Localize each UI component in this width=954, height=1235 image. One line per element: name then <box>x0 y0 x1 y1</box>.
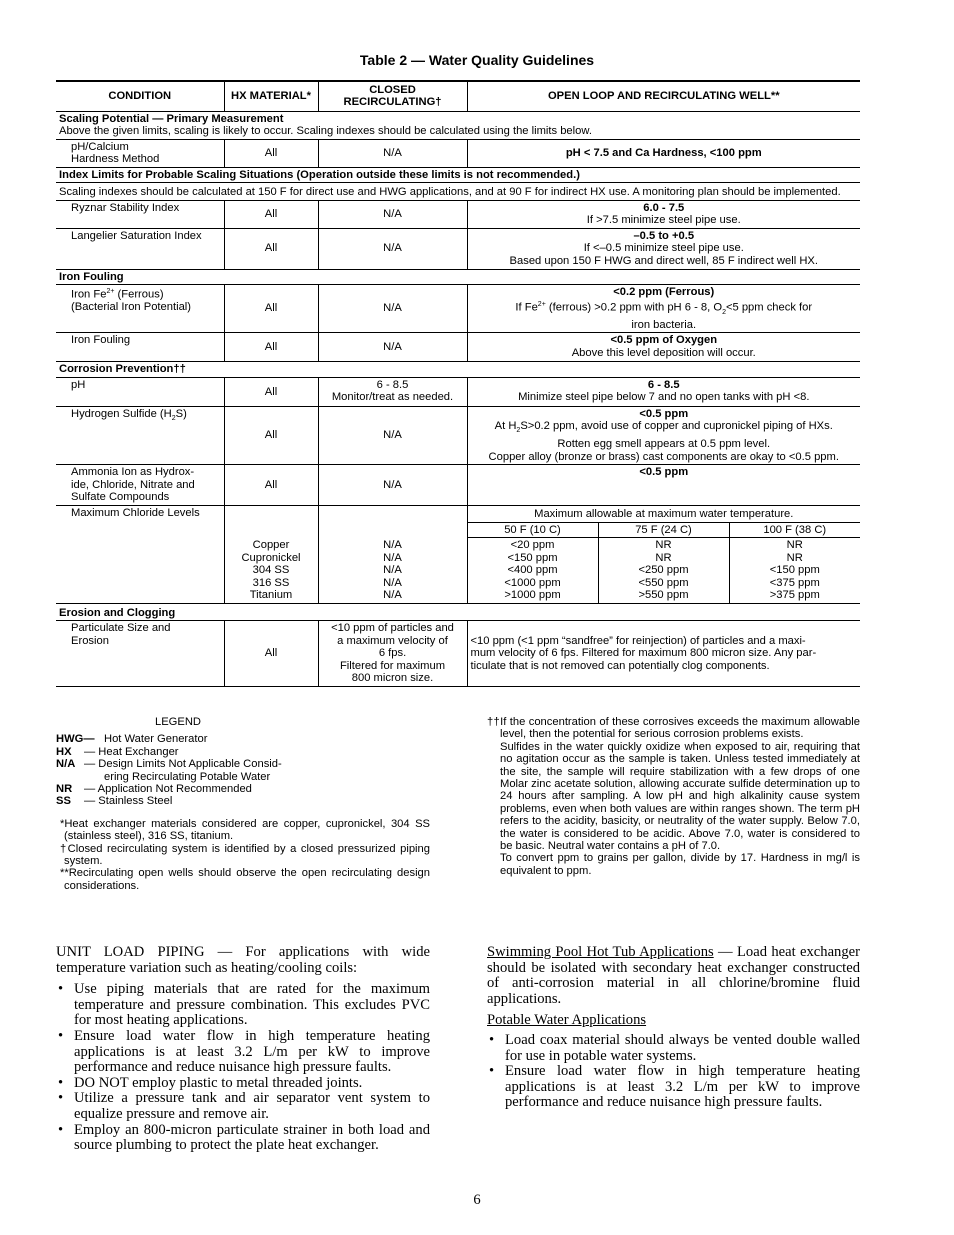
open-note <box>471 299 858 319</box>
condition-cell: Ryznar Stability Index <box>56 200 224 228</box>
condition-cell <box>56 139 224 167</box>
open-cell <box>467 333 860 362</box>
section-index-heading: Index Limits for Probable Scaling Situations (Operation outside these limits is not recommended.) <box>56 167 860 183</box>
closed-text: N/A <box>383 576 402 589</box>
section-scaling <box>56 111 860 139</box>
hx-materials-cell <box>224 506 318 604</box>
bullet-item: • Use piping materials that are rated for the maximum temperature and pressure combination. This excludes PVC for most heating applications. <box>56 982 430 1029</box>
condition-text: Particulate Size and <box>71 622 171 635</box>
condition-cell: pH <box>56 377 224 406</box>
subscript: 2 <box>516 427 521 435</box>
closed-text: <10 ppm of particles and <box>331 622 454 635</box>
legend-def: — Heat Exchanger <box>84 745 179 758</box>
open-note: Copper alloy (bronze or brass) cast components are okay to <0.5 ppm. <box>488 450 839 463</box>
temp-header: 75 F (24 C) <box>598 522 729 538</box>
chloride-value: <1000 ppm <box>504 576 561 589</box>
legend-item <box>56 771 430 783</box>
potable-bullets <box>487 1033 860 1111</box>
chloride-value: >550 ppm <box>638 589 689 602</box>
legend-def: — Design Limits Not Applicable Consid- <box>84 758 282 771</box>
hx-material: 304 SS <box>252 564 290 577</box>
open-text: S>0.2 ppm, avoid use of copper and cupronickel piping of HXs. <box>520 420 833 433</box>
open-text: mum velocity of 6 fps. Filtered for maximum 800 micron size. Any par- <box>470 647 817 660</box>
chloride-value: >375 ppm <box>769 589 820 602</box>
condition-cell <box>56 465 224 506</box>
legend-item <box>56 746 430 758</box>
condition-text: ide, Chloride, Nitrate and <box>71 478 195 491</box>
header-closed: CLOSED RECIRCULATING† <box>318 81 467 111</box>
open-cell <box>467 377 860 406</box>
bullet-item: • Ensure load water flow in high temperature heating applications is at least 3.2 L/m per kW to improve performance and reduce nuisance high pressure faults. <box>487 1064 860 1111</box>
water-quality-table <box>56 80 860 687</box>
condition-text: (Ferrous) <box>114 288 164 301</box>
legend-def: — Application Not Recommended <box>84 783 252 796</box>
open-text: If Fe <box>515 301 538 314</box>
header-hx-material: HX MATERIAL* <box>224 81 318 111</box>
open-note: iron bacteria. <box>631 318 697 331</box>
chloride-column <box>467 538 598 604</box>
condition-text: Erosion <box>71 634 109 647</box>
hx-material: Cupronickel <box>241 551 301 564</box>
closed-cell <box>318 377 467 406</box>
open-note: If >7.5 minimize steel pipe use. <box>586 214 741 226</box>
section-index-note: Scaling indexes should be calculated at 150 F for direct use and HWG applications, and at 90 F for indirect HX use. A monitoring plan should be implemented. <box>56 183 860 201</box>
closed-text: N/A <box>383 589 402 602</box>
bullet-item: • Load coax material should always be vented double walled for use in potable water systems. <box>487 1033 860 1064</box>
pool-paragraph <box>487 945 860 1007</box>
legend-item <box>56 758 430 770</box>
legend-abbr: HWG— <box>56 733 95 746</box>
condition-cell: Langelier Saturation Index <box>56 228 224 269</box>
legend-item <box>56 733 430 745</box>
superscript: 2+ <box>106 288 115 295</box>
closed-cell: N/A <box>318 200 467 228</box>
open-note <box>471 420 858 438</box>
legend-abbr: NR <box>56 783 73 796</box>
note-paragraph: To convert ppm to grains per gallon, divide by 17. Hardness in mg/l is equivalent to ppm. <box>500 852 860 877</box>
open-text: <5 ppm check for <box>725 301 813 314</box>
bullet-item: • DO NOT employ plastic to metal threaded joints. <box>56 1076 430 1092</box>
open-cell <box>467 285 860 333</box>
hx-material: 316 SS <box>252 576 290 589</box>
temp-header: 50 F (10 C) <box>467 522 598 538</box>
legend-abbr: N/A <box>56 758 76 771</box>
chloride-value: NR <box>786 539 803 552</box>
closed-text: Filtered for maximum <box>339 659 446 672</box>
open-cell <box>467 200 860 228</box>
open-cell <box>467 228 860 269</box>
footnote: *Heat exchanger materials considered are copper, cupronickel, 304 SS (stainless steel), 316 SS, titanium. <box>60 817 430 843</box>
section-corrosion-heading: Corrosion Prevention†† <box>56 362 860 378</box>
open-value: <0.2 ppm (Ferrous) <box>613 286 715 298</box>
page-number: 6 <box>473 1192 481 1208</box>
legend-item <box>56 795 430 807</box>
superscript: 2+ <box>537 300 546 308</box>
legend-heading: LEGEND <box>154 716 201 728</box>
chloride-value: <150 ppm <box>769 564 820 577</box>
open-value: 6.0 - 7.5 <box>643 201 685 214</box>
header-condition: CONDITION <box>56 81 224 111</box>
closed-cell: N/A <box>318 285 467 333</box>
chloride-caption: Maximum allowable at maximum water temperature. <box>467 506 860 523</box>
subscript: 2 <box>171 415 176 423</box>
chloride-value: NR <box>655 551 672 564</box>
table-title: Table 2 — Water Quality Guidelines <box>359 52 595 68</box>
hx-cell: All <box>224 406 318 464</box>
potable-heading: Potable Water Applications <box>487 1012 647 1029</box>
chloride-value: <550 ppm <box>638 576 689 589</box>
hx-cell: All <box>224 333 318 362</box>
subscript: 2 <box>722 308 726 316</box>
unit-load-piping-section <box>56 945 430 1154</box>
hx-cell: All <box>224 465 318 506</box>
condition-text: Ammonia Ion as Hydrox- <box>71 466 195 479</box>
closed-cell: N/A <box>318 406 467 464</box>
closed-text: 800 micron size. <box>351 672 434 685</box>
open-cell <box>467 621 860 687</box>
closed-cell <box>318 506 467 604</box>
open-value: –0.5 to +0.5 <box>633 229 695 242</box>
hx-cell: All <box>224 139 318 167</box>
condition-cell <box>56 406 224 464</box>
closed-text: N/A <box>383 564 402 577</box>
open-value: <0.5 ppm <box>639 407 689 420</box>
section-iron-heading: Iron Fouling <box>56 269 860 285</box>
footnote: **Recirculating open wells should observe the open recirculating design considerations. <box>60 867 430 892</box>
section-heading: Scaling Potential — Primary Measurement <box>59 112 284 125</box>
closed-cell <box>318 621 467 687</box>
closed-text: 6 - 8.5 <box>376 378 409 391</box>
open-cell: <0.5 ppm <box>467 465 860 506</box>
legend-abbr: SS <box>56 795 71 808</box>
header-open-loop: OPEN LOOP AND RECIRCULATING WELL** <box>467 81 860 111</box>
chloride-value: <375 ppm <box>769 576 820 589</box>
note-paragraph: ††If the concentration of these corrosives exceeds the maximum allowable level, then the potential for serious corrosion problems exists. <box>487 716 860 741</box>
condition-cell: Maximum Chloride Levels <box>56 506 224 604</box>
condition-cell <box>56 621 224 687</box>
hx-cell: All <box>224 200 318 228</box>
bullet-item: • Employ an 800-micron particulate strainer in both load and source plumbing to protect the plate heat exchanger. <box>56 1123 430 1154</box>
legend <box>56 716 430 892</box>
unit-load-intro: UNIT LOAD PIPING — For applications with wide temperature variation such as heating/cooling coils: <box>56 944 430 976</box>
legend-abbr: HX <box>56 745 72 758</box>
hx-cell: All <box>224 621 318 687</box>
condition-text: pH/Calcium <box>71 140 129 153</box>
open-cell: pH < 7.5 and Ca Hardness, <100 ppm <box>467 139 860 167</box>
closed-cell: N/A <box>318 333 467 362</box>
legend-footnotes <box>56 818 430 892</box>
legend-list <box>56 733 430 807</box>
legend-def: ering Recirculating Potable Water <box>104 770 271 783</box>
closed-cell: N/A <box>318 228 467 269</box>
open-value: <0.5 ppm of Oxygen <box>610 334 718 347</box>
bullet-item: • Utilize a pressure tank and air separator vent system to equalize pressure and remove air. <box>56 1091 430 1122</box>
chloride-column <box>729 538 860 604</box>
section-note: Above the given limits, scaling is likely to occur. Scaling indexes should be calculated using the limits below. <box>59 125 592 137</box>
open-note: Rotten egg smell appears at 0.5 ppm level. <box>557 438 771 451</box>
hx-cell: All <box>224 228 318 269</box>
condition-text: S) <box>175 407 187 420</box>
condition-text: (Bacterial Iron Potential) <box>71 301 192 314</box>
open-cell <box>467 406 860 464</box>
closed-text: Monitor/treat as needed. <box>331 391 454 404</box>
chloride-value: NR <box>786 551 803 564</box>
applications-section <box>487 945 860 1111</box>
open-text: At H <box>494 420 517 433</box>
condition-text: Hydrogen Sulfide (H <box>71 407 172 420</box>
chloride-value: >1000 ppm <box>504 589 561 602</box>
closed-text: N/A <box>383 539 402 552</box>
pool-heading: Swimming Pool Hot Tub Applications <box>487 944 714 960</box>
note-paragraph: Sulfides in the water quickly oxidize when exposed to air, requiring that no agitation occur as the sample is taken. Unless tested immediately at the site, the sample will require stabilization with a few drops of one Molar zinc acetate solution, allowing accurate sulfide determination up to 24 hours after sampling. A low pH and high alkalinity cause system problems, even when both values are within ranges shown. The term pH refers to the acidity, basicity, or neutrality of the water supply. Below 7.0, the water is considered to be acidic. Above 7.0, water is considered to be basic. Neutral water contains a pH of 7.0. <box>500 740 860 853</box>
open-text: (ferrous) >0.2 ppm with pH 6 - 8, O <box>545 301 723 314</box>
closed-cell: N/A <box>318 465 467 506</box>
hx-material: Copper <box>252 539 290 552</box>
chloride-value: <20 ppm <box>510 539 555 552</box>
closed-text: 6 fps. <box>378 647 407 660</box>
hx-cell: All <box>224 285 318 333</box>
open-text: ticulate that is not removed can potentially clog components. <box>470 659 770 672</box>
legend-def: Hot Water Generator <box>104 733 208 746</box>
hx-material: Titanium <box>249 589 293 602</box>
temp-header: 100 F (38 C) <box>729 522 860 538</box>
open-note: Based upon 150 F HWG and direct well, 85 F indirect well HX. <box>509 254 818 267</box>
bullet-item: • Ensure load water flow in high temperature heating applications is at least 3.2 L/m per kW to improve performance and reduce nuisance high pressure faults. <box>56 1029 430 1076</box>
open-note: If <–0.5 minimize steel pipe use. <box>583 242 744 254</box>
legend-item <box>56 783 430 795</box>
condition-cell: Iron Fouling <box>56 333 224 362</box>
open-note: Minimize steel pipe below 7 and no open tanks with pH <8. <box>518 391 810 404</box>
chloride-column <box>598 538 729 604</box>
closed-cell: N/A <box>318 139 467 167</box>
condition-cell <box>56 285 224 333</box>
chloride-value: <400 ppm <box>507 564 558 577</box>
condition-text: Sulfate Compounds <box>71 491 170 504</box>
condition-text: Iron Fe <box>71 288 107 301</box>
open-text: <10 ppm (<1 ppm “sandfree” for reinjection) of particles and a maxi- <box>470 634 806 647</box>
chloride-value: <250 ppm <box>638 564 689 577</box>
open-note: Above this level deposition will occur. <box>571 346 756 359</box>
unit-load-bullets <box>56 982 430 1154</box>
closed-text: a maximum velocity of <box>337 634 448 647</box>
section-erosion-heading: Erosion and Clogging <box>56 603 860 621</box>
footnote: †Closed recirculating system is identified by a closed pressurized piping system. <box>60 842 430 868</box>
condition-text: Hardness Method <box>71 153 160 165</box>
pool-text: — Load heat exchanger should be isolated with secondary heat exchanger constructed of anti-corrosion material in all chlorine/bromine fluid applications. <box>487 944 860 1007</box>
chloride-value: NR <box>655 539 672 552</box>
chloride-value: <150 ppm <box>507 551 558 564</box>
hx-cell: All <box>224 377 318 406</box>
corrosion-notes <box>487 716 860 877</box>
closed-text: N/A <box>383 551 402 564</box>
legend-def: — Stainless Steel <box>84 795 173 808</box>
open-value: 6 - 8.5 <box>647 378 680 391</box>
